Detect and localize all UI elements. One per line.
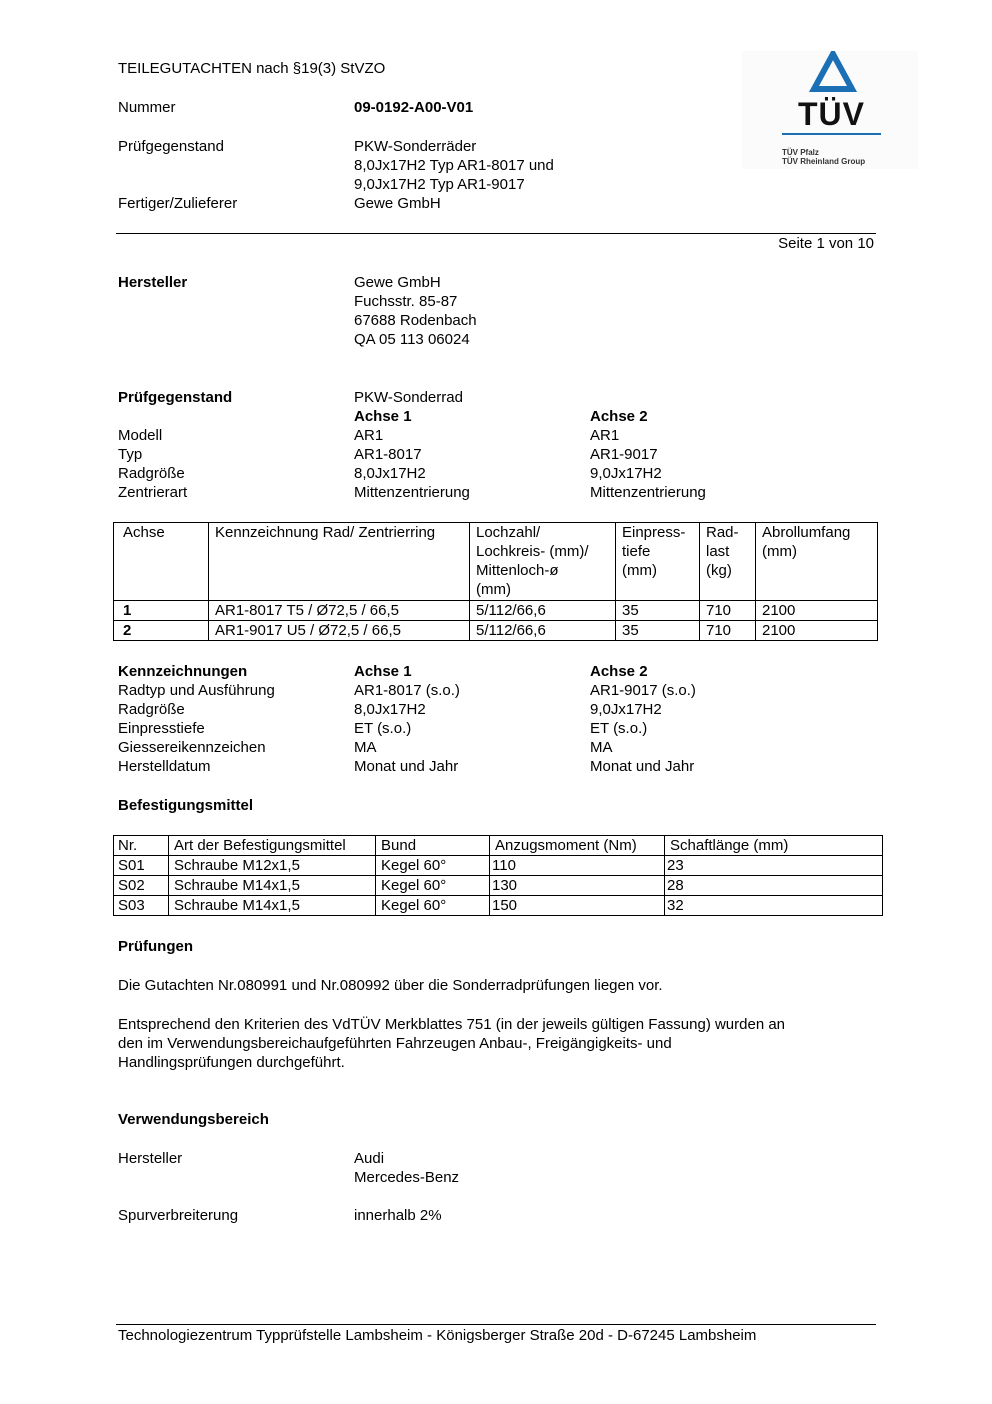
verwendung-hersteller-2: Mercedes-Benz — [354, 1169, 460, 1186]
befestigung-cell: 32 — [665, 896, 883, 916]
modell-label: Modell — [118, 427, 163, 444]
kennzeichnungen-achse-2-heading: Achse 2 — [590, 663, 648, 680]
number-label: Nummer — [118, 99, 176, 116]
befestigung-cell: 150 — [490, 896, 665, 916]
achsen-cell: 2100 — [756, 601, 878, 621]
befestigung-cell: S01 — [114, 856, 169, 876]
footer-address: Technologiezentrum Typprüfstelle Lambsheim - Königsberger Straße 20d - D-67245 Lambsheim — [118, 1327, 757, 1344]
kennz-achse-1: Monat und Jahr — [354, 758, 459, 775]
pruefungen-paragraph-2-line-1: Entsprechend den Kriterien des VdTÜV Merkblattes 751 (in der jeweils gültigen Fassung) wurden an — [118, 1016, 786, 1033]
kennz-achse-1: MA — [354, 739, 377, 756]
header-divider — [116, 233, 876, 234]
achsen-header-kennzeichnung: Kennzeichnung Rad/ Zentrierring — [209, 523, 470, 601]
table-row — [114, 601, 878, 621]
befestigung-cell: Schraube M12x1,5 — [169, 856, 376, 876]
kennzeichnungen-heading: Kennzeichnungen — [118, 663, 248, 680]
achsen-cell: 1 — [114, 601, 209, 621]
zentrierart-achse-1: Mittenzentrierung — [354, 484, 470, 501]
radgroesse-achse-1: 8,0Jx17H2 — [354, 465, 426, 482]
achsen-cell: 710 — [700, 601, 756, 621]
fertiger-value: Gewe GmbH — [354, 195, 441, 212]
page-indicator: Seite 1 von 10 — [778, 235, 874, 252]
befestigung-heading: Befestigungsmittel — [118, 797, 254, 814]
achsen-cell: 5/112/66,6 — [470, 601, 616, 621]
achsen-table — [113, 522, 878, 641]
achsen-cell: AR1-8017 T5 / Ø72,5 / 66,5 — [209, 601, 470, 621]
befestigung-cell: Kegel 60° — [376, 856, 490, 876]
fertiger-label: Fertiger/Zulieferer — [118, 195, 238, 212]
befestigung-header-row — [114, 836, 883, 856]
table-row — [114, 876, 883, 896]
pruefgegenstand-achse-1-heading: Achse 1 — [354, 408, 412, 425]
achsen-cell: 5/112/66,6 — [470, 621, 616, 641]
radgroesse-achse-2: 9,0Jx17H2 — [590, 465, 662, 482]
table-row — [114, 856, 883, 876]
verwendung-hersteller-label: Hersteller — [118, 1150, 183, 1167]
kennz-label: Einpresstiefe — [118, 720, 205, 737]
achsen-header-radlast: Rad- last (kg) — [700, 523, 756, 601]
table-row — [114, 896, 883, 916]
document-title: TEILEGUTACHTEN nach §19(3) StVZO — [118, 60, 386, 77]
befestigung-table — [113, 835, 883, 916]
pruefgegenstand-value: PKW-Sonderrad — [354, 389, 463, 406]
kennz-achse-1: AR1-8017 (s.o.) — [354, 682, 460, 699]
verwendung-hersteller-1: Audi — [354, 1150, 385, 1167]
kennzeichnungen-achse-1-heading: Achse 1 — [354, 663, 412, 680]
befestigung-cell: 130 — [490, 876, 665, 896]
achsen-header-einpresstiefe: Einpress- tiefe (mm) — [616, 523, 700, 601]
modell-achse-2: AR1 — [590, 427, 620, 444]
typ-achse-1: AR1-8017 — [354, 446, 422, 463]
zentrierart-achse-2: Mittenzentrierung — [590, 484, 706, 501]
achsen-cell: 710 — [700, 621, 756, 641]
tuev-logo-rule — [782, 133, 881, 135]
hersteller-line-2: Fuchsstr. 85-87 — [354, 293, 458, 310]
achsen-header-abrollumfang: Abrollumfang (mm) — [756, 523, 878, 601]
pruefungen-paragraph-2-line-3: Handlingsprüfungen durchgeführt. — [118, 1054, 345, 1071]
kennz-label: Herstelldatum — [118, 758, 211, 775]
befestigung-cell: S03 — [114, 896, 169, 916]
befestigung-cell: 28 — [665, 876, 883, 896]
tuev-logo-text: TÜV — [798, 96, 865, 132]
befestigung-header-art: Art der Befestigungsmittel — [169, 836, 376, 856]
befestigung-cell: 23 — [665, 856, 883, 876]
typ-label: Typ — [118, 446, 143, 463]
pruefgegenstand-label: Prüfgegenstand — [118, 389, 233, 406]
hersteller-label: Hersteller — [118, 274, 188, 291]
achsen-table-header-row — [114, 523, 878, 601]
befestigung-cell: Kegel 60° — [376, 896, 490, 916]
befestigung-header-anzugsmoment: Anzugsmoment (Nm) — [490, 836, 665, 856]
radgroesse-label: Radgröße — [118, 465, 185, 482]
befestigung-header-nr: Nr. — [114, 836, 169, 856]
hersteller-line-1: Gewe GmbH — [354, 274, 441, 291]
tuev-logo — [742, 51, 918, 169]
pruefgegenstand-achse-2-heading: Achse 2 — [590, 408, 648, 425]
pruefgegenstand-header-label: Prüfgegenstand — [118, 138, 224, 155]
kennz-achse-2: ET (s.o.) — [590, 720, 648, 737]
footer-divider — [116, 1324, 876, 1325]
number-value: 09-0192-A00-V01 — [354, 99, 474, 116]
verwendung-heading: Verwendungsbereich — [118, 1111, 269, 1128]
achsen-cell: 2100 — [756, 621, 878, 641]
tuev-logo-line-2: TÜV Rheinland Group — [782, 157, 866, 166]
befestigung-header-schaftlaenge: Schaftlänge (mm) — [665, 836, 883, 856]
typ-achse-2: AR1-9017 — [590, 446, 658, 463]
table-row — [114, 621, 878, 641]
hersteller-line-4: QA 05 113 06024 — [354, 331, 470, 348]
spurverbreiterung-value: innerhalb 2% — [354, 1207, 442, 1224]
pruefungen-paragraph-1: Die Gutachten Nr.080991 und Nr.080992 über die Sonderradprüfungen liegen vor. — [118, 977, 663, 994]
befestigung-cell: S02 — [114, 876, 169, 896]
zentrierart-label: Zentrierart — [118, 484, 188, 501]
tuev-logo-line-1: TÜV Pfalz — [782, 148, 819, 157]
achsen-header-achse: Achse — [114, 523, 209, 601]
hersteller-line-3: 67688 Rodenbach — [354, 312, 477, 329]
kennz-achse-2: MA — [590, 739, 613, 756]
kennz-label: Radtyp und Ausführung — [118, 682, 275, 699]
pruefgegenstand-header-line-1: PKW-Sonderräder — [354, 138, 477, 155]
achsen-cell: 35 — [616, 601, 700, 621]
achsen-cell: 35 — [616, 621, 700, 641]
achsen-cell: 2 — [114, 621, 209, 641]
kennz-achse-1: 8,0Jx17H2 — [354, 701, 426, 718]
kennz-achse-2: Monat und Jahr — [590, 758, 695, 775]
befestigung-cell: Schraube M14x1,5 — [169, 876, 376, 896]
kennz-achse-2: AR1-9017 (s.o.) — [590, 682, 696, 699]
befestigung-header-bund: Bund — [376, 836, 490, 856]
kennz-achse-1: ET (s.o.) — [354, 720, 412, 737]
kennz-label: Giessereikennzeichen — [118, 739, 266, 756]
modell-achse-1: AR1 — [354, 427, 384, 444]
pruefungen-heading: Prüfungen — [118, 938, 193, 955]
pruefgegenstand-header-line-2: 8,0Jx17H2 Typ AR1-8017 und — [354, 157, 554, 174]
achsen-header-lochzahl: Lochzahl/ Lochkreis- (mm)/ Mittenloch-ø (mm) — [470, 523, 616, 601]
spurverbreiterung-label: Spurverbreiterung — [118, 1207, 239, 1224]
kennz-achse-2: 9,0Jx17H2 — [590, 701, 662, 718]
pruefgegenstand-header-line-3: 9,0Jx17H2 Typ AR1-9017 — [354, 176, 525, 193]
befestigung-cell: 110 — [490, 856, 665, 876]
befestigung-cell: Schraube M14x1,5 — [169, 896, 376, 916]
achsen-cell: AR1-9017 U5 / Ø72,5 / 66,5 — [209, 621, 470, 641]
befestigung-cell: Kegel 60° — [376, 876, 490, 896]
kennz-label: Radgröße — [118, 701, 185, 718]
pruefungen-paragraph-2-line-2: den im Verwendungsbereichaufgeführten Fahrzeugen Anbau-, Freigängigkeits- und — [118, 1035, 672, 1052]
